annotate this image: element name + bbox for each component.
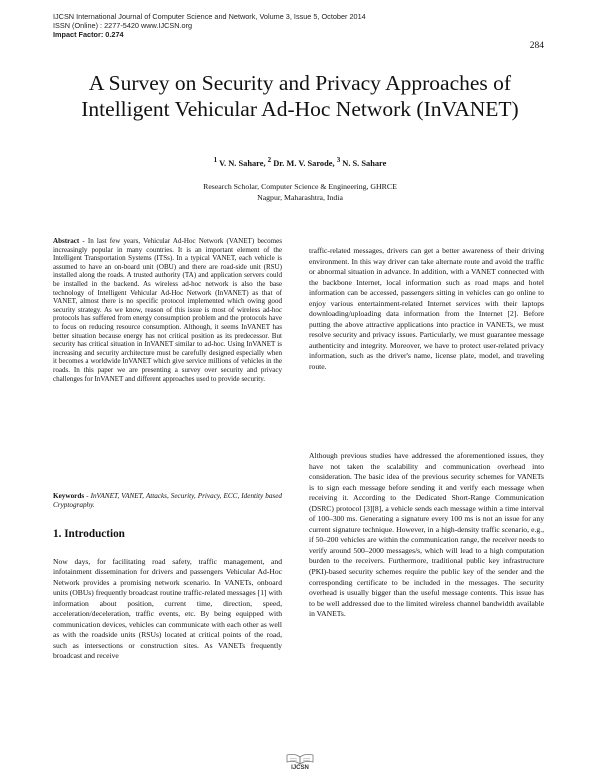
author-1: V. N. Sahare, [217,158,268,168]
paper-title [40,70,560,122]
introduction-paragraph-2 [309,451,544,620]
keywords-text: - InVANET, VANET, Attacks, Security, Privacy, ECC, Identity based Cryptography. [53,492,282,509]
introduction-paragraph-1-continued-text: traffic-related messages, drivers can get a better awareness of their driving environment. In this way driver can take alternate route and avoid the traffic or abnormal situation in advance. In addition, with a VANET connected with the backbone Internet, local information such as road maps and hotel information can be accessed, passengers sitting in vehicles can go online to enjoy various entertainment-related Internet services with their laptops downloading/uploading data information from the Internet [2]. Before putting the above attractive applications into practice in VANETs, we must resolve security and privacy issues. Particularly, we must guarantee message authenticity and integrity. Moreover, we have to protect user-related privacy information, such as the driver's name, license plate, model, and traveling route. [309,246,544,372]
section-heading-introduction: 1. Introduction [53,528,125,540]
affiliation-line-2: Nagpur, Maharashtra, India [257,193,343,202]
introduction-paragraph-1-continued [309,246,544,373]
journal-name: IJCSN International Journal of Computer Science and Network, Volume 3, Issue 5, October 2014 [53,12,366,21]
footer-journal-name: IJCSN [291,765,309,771]
keywords-label: Keywords [53,492,85,500]
ijcsn-book-logo-icon [285,752,315,766]
journal-header [53,12,366,39]
introduction-paragraph-1-text: Now days, for facilitating road safety, traffic management, and infotainment dissemination for drivers and passengers Vehicular Ad-Hoc Network provides a promising network scenario. In VANETs, onboard units (OBUs) frequently broadcast routine traffic-related messages [1] with information about position, current time, direction, speed, acceleration/deceleration, traffic events, etc. By being equipped with communication devices, vehicles can communicate with each other as well as with the roadside units (RSUs) located at critical points of the road, such as intersections or construction sites. As VANETs frequently broadcast and receive [53,557,282,661]
title-line-2: Intelligent Vehicular Ad-Hoc Network (InVANET) [81,97,519,121]
author-list [0,156,600,168]
title-line-1: A Survey on Security and Privacy Approaches of [88,71,512,95]
author-3-superscript: 3 [336,156,341,164]
introduction-paragraph-1 [53,557,282,662]
keywords [53,492,282,510]
abstract [53,237,282,383]
impact-factor: Impact Factor: 0.274 [53,30,124,39]
journal-issn: ISSN (Online) : 2277-5420 www.IJCSN.org [53,21,193,30]
author-2: Dr. M. V. Sarode, [271,158,337,168]
abstract-text: - In last few years, Vehicular Ad-Hoc Network (VANET) becomes increasingly popular in many countries. It is an important element of the Intelligent Transportation Systems (ITSs). In a typical VANET, each vehicle is assumed to have an on-board unit (OBU) and there are road-side unit (RSU) installed along the roads. A trusted authority (TA) and application servers could be installed in the backend. As wireless ad-hoc network is also the base technology of Intelligent Vehicular Ad-Hoc Network (InVANET) as that of VANET, almost there is no specific protocol implemented which owing good security strategy. As we know, reason of this issue is most of wireless ad-hoc protocols has suffered from energy consumption problem and the protocols have to focus on reducing resource consumption. Although, it seems InVANET has better situation because energy has not critical position as its predecessor. But security has critical situation in InVANET similar to ad-hoc. Using InVANET is increasing and security architecture must be carefully designed especially when it becomes a worldwide InVANET which give service millions of vehicles in the roads. In this paper we are presenting a survey over security and privacy challenges for InVANET and different approaches used to provide security. [53,237,282,383]
author-2-superscript: 2 [267,156,272,164]
affiliation [0,181,600,203]
abstract-label: Abstract [53,237,80,245]
page-number: 284 [529,41,544,51]
affiliation-line-1: Research Scholar, Computer Science & Engineering, GHRCE [203,182,397,191]
introduction-paragraph-2-text: Although previous studies have addressed the aforementioned issues, they have not taken the scalability and communication overhead into consideration. The basic idea of the previous security schemes for VANETs is to sign each message before sending it and verify each message when receiving it. According to the Dedicated Short-Range Communication (DSRC) protocol [3][8], a vehicle sends each message within a time interval of 100–300 ms. Generating a signature every 100 ms is not an issue for any current signature technique. However, in a high-density traffic scenario, e.g., if 50–200 vehicles are within the communication range, the receiver needs to verify around 500–2000 messages/s, which will lead to a high computation burden to the receivers. Furthermore, traditional public key infrastructure (PKI)-based security schemes require the public key of the sender and the corresponding certificate to be included in the messages. The security overhead is usually bigger than the useful message contents. This issue has to be well addressed due to the limited wireless channel bandwidth available in VANETs. [309,451,544,619]
author-3: N. S. Sahare [340,158,387,168]
author-1-superscript: 1 [213,156,218,164]
